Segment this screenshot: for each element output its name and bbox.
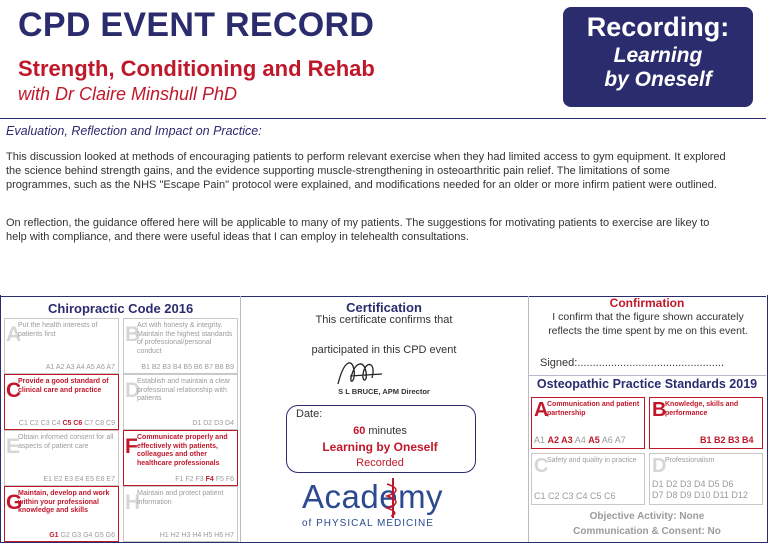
event-status: Recorded [356,457,404,469]
director-signature [330,354,390,390]
badge-line-oneself: by Oneself [604,68,712,91]
evaluation-paragraph: This discussion looked at methods of encouraging patients to perform relevant exercise when they had limited access to gym equipment. It explored the science behind strength gains, and the evidence supporting muscle-strengthening in osteoarthritic pain relief. The limitations of some programmes, such as the NHS "Escape Pain" protocol were explained, and modifications needed for an older or more infirm patient were outlined. [6,151,726,191]
chiro-standard-c [4,374,119,430]
standard-letter: A [6,323,22,346]
staff-of-asclepius-icon [382,476,404,520]
standard-codes: E1 E2 E3 E4 E5 E6 E7 [43,476,115,483]
event-subtitle: Strength, Conditioning and Rehab [18,56,375,81]
evaluation-panel [0,118,766,297]
presenter-name: with Dr Claire Minshull PhD [18,84,238,104]
signatory-name: S L BRUCE, APM Director [338,387,430,396]
osteopathic-title: Osteopathic Practice Standards 2019 [536,377,758,391]
recording-badge [563,7,753,107]
standard-codes: F1 F2 F3 F4 F5 F6 [175,476,234,483]
reflection-paragraph: On reflection, the guidance offered here will be applicable to many of my patients. The suggestions for motivating patients to exercise are likey to help with compliance, and there were useful ideas that I can employ in telehealth consultations. [6,217,710,243]
communication-consent: Communication & Consent: No [573,526,721,537]
standard-letter: G [6,491,23,514]
column-divider [528,296,529,542]
standard-codes: D7 D8 D9 D10 D11 D12 [652,490,748,500]
standard-codes: A1 A2 A3 A4 A5 A6 A7 [534,435,626,445]
certification-title: Certification [346,300,422,315]
chiro-standard-f [123,430,238,486]
standard-letter: C [6,379,22,402]
signature-field [540,357,724,369]
standard-letter: B [652,399,667,421]
standard-letter: B [125,323,141,346]
duration [286,425,474,437]
standard-letter: A [534,399,549,421]
standard-letter: F [125,435,138,458]
standard-text: Maintain and protect patient information [137,490,224,506]
academy-logo-subtitle: of PHYSICAL MEDICINE [302,518,434,529]
objective-activity: Objective Activity: None [589,511,705,522]
confirmation-title: Confirmation [609,296,685,310]
chiro-standard-a [4,318,119,374]
standard-codes: D1 D2 D3 D4 [192,420,234,427]
standard-letter: H [125,491,141,514]
chiro-standard-g [4,486,119,542]
event-type: Learning by Oneself [322,440,438,454]
standard-text: Communication and patient partnership [547,401,640,417]
chiro-standard-e [4,430,119,486]
chiro-standard-d [123,374,238,430]
signature-line: ................................................ [577,357,725,369]
standard-text: Establish and maintain a clear professional relationship with patients [137,378,231,402]
standard-text: Communicate properly and effectively with patients, colleagues and other healthcare professionals [137,434,228,467]
badge-line-learning: Learning [613,44,703,67]
standard-text: Maintain, develop and work within your professional knowledge and skills [18,490,110,514]
chiro-standard-b [123,318,238,374]
confirmation-statement: I confirm that the figure shown accurately reflects the time spent by me on this event. [548,311,748,337]
standard-codes: G1 G2 G3 G4 G5 G6 [49,532,115,539]
standard-text: Professionalism [665,457,715,464]
standard-codes: D1 D2 D3 D4 D5 D6 [652,479,734,489]
standard-letter: E [6,435,21,458]
certification-statement: This certificate confirms that [315,314,453,326]
chiropractic-title: Chiropractic Code 2016 [48,301,194,316]
standard-codes: B1 B2 B3 B4 [700,435,754,445]
standard-letter: D [125,379,141,402]
date-label: Date: [296,408,323,420]
standard-letter: D [652,455,667,477]
standard-codes: H1 H2 H3 H4 H5 H6 H7 [159,532,234,539]
standard-letter: C [534,455,549,477]
signed-label: Signed: [540,357,578,369]
evaluation-heading: Evaluation, Reflection and Impact on Practice: [6,124,262,138]
column-divider [240,296,241,542]
standard-codes: B1 B2 B3 B4 B5 B6 B7 B8 B9 [141,364,234,371]
badge-heading: Recording: [586,12,730,42]
duration-unit: minutes [368,425,407,437]
standard-codes: A1 A2 A3 A4 A5 A6 A7 [45,364,115,371]
standard-text: Act with honesty & integrity. Maintain the highest standards of professional/personal conduct [137,322,233,355]
academy-logo: Academy [302,478,444,515]
duration-value: 60 [353,425,366,437]
page-title: CPD EVENT RECORD [18,6,375,44]
chiro-standard-h [123,486,238,542]
standard-codes: C1 C2 C3 C4 C5 C6 [534,491,616,501]
standard-text: Obtain informed consent for all aspects of patient care [18,434,114,450]
standard-text: Knowledge, skills and performance [665,401,739,417]
certification-participation: participated in this CPD event [311,344,457,356]
section-divider [528,375,766,376]
standard-codes: C1 C2 C3 C4 C5 C6 C7 C8 C9 [18,420,115,427]
standard-text: Put the health interests of patients first [18,322,98,338]
standard-text: Provide a good standard of clinical care and practice [18,378,109,394]
standard-text: Safety and quality in practice [547,457,637,464]
